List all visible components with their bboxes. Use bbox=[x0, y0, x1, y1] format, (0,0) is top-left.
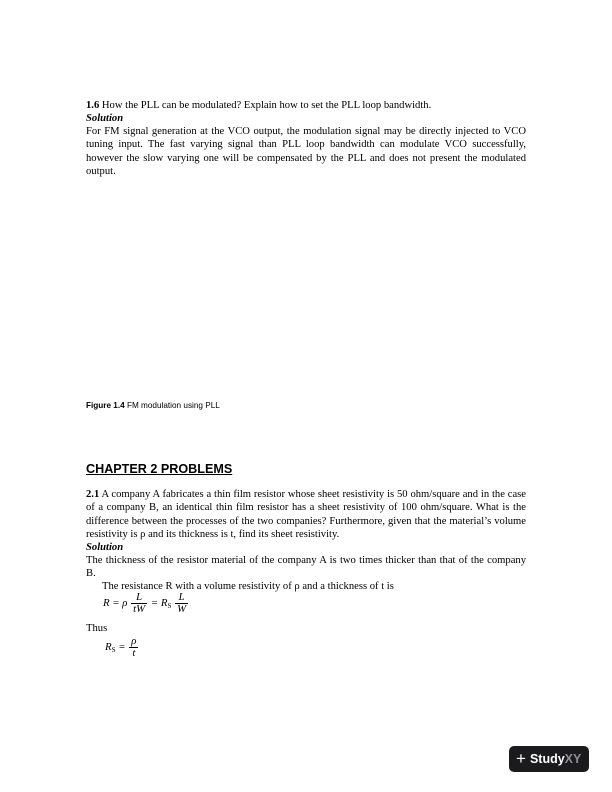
eq2-fraction bbox=[129, 636, 138, 659]
question-text: How the PLL can be modulated? Explain how to set the PLL loop bandwidth. bbox=[99, 100, 432, 111]
figure-caption bbox=[86, 401, 220, 410]
eq2-lhs-subscript: S bbox=[111, 645, 116, 654]
studyxy-logo bbox=[509, 746, 589, 772]
question-text: A company A fabricates a thin film resistor whose sheet resistivity is 50 ohm/square and in the case of a company B, an identical thin film resistor has a sheet resistivity of 100 ohm/square. What is the difference between the processes of the two companies? Furthermore, given that the material’s volume resistivity is ρ and its thickness is t, find its sheet resistivity. bbox=[86, 489, 526, 541]
question-number: 1.6 bbox=[86, 100, 100, 111]
solution-text-2: The resistance R with a volume resistivity of ρ and a thickness of t is bbox=[102, 581, 394, 592]
eq1-f2-denominator: W bbox=[177, 603, 187, 615]
solution-text-1: The thickness of the resistor material of the company A is two times thicker than that of the company B. bbox=[86, 555, 526, 580]
question-1-6 bbox=[86, 99, 526, 112]
figure-caption-text: FM modulation using PLL bbox=[124, 401, 220, 410]
eq1-lhs: R = ρ bbox=[103, 596, 128, 609]
question-2-1 bbox=[86, 488, 526, 542]
solution-label: Solution bbox=[86, 113, 124, 124]
eq1-mid: = R bbox=[150, 596, 168, 609]
brand-main: Study bbox=[529, 752, 565, 766]
question-number: 2.1 bbox=[86, 489, 100, 500]
eq2-denominator: t bbox=[132, 647, 136, 659]
eq1-fraction-2 bbox=[175, 592, 188, 615]
eq1-f2-numerator: L bbox=[175, 592, 188, 604]
equation-resistance bbox=[103, 592, 189, 615]
chapter-heading: CHAPTER 2 PROBLEMS bbox=[86, 462, 233, 476]
solution-text: For FM signal generation at the VCO output, the modulation signal may be directly injected to VCO tuning input. The fast varying signal than PLL loop bandwidth can modulate VCO successfully, however the slow varying one will be compensated by the PLL and does not present the modulated output. bbox=[86, 126, 526, 178]
brand-accent: XY bbox=[564, 752, 582, 766]
eq2-lhs: R bbox=[105, 640, 112, 653]
eq2-equals: = bbox=[118, 640, 126, 653]
plus-icon: + bbox=[516, 749, 526, 768]
figure-label: Figure 1.4 bbox=[86, 401, 125, 410]
eq2-numerator: ρ bbox=[131, 635, 137, 647]
thus-text: Thus bbox=[86, 623, 108, 634]
eq1-f1-denominator: tW bbox=[133, 603, 146, 615]
equation-sheet-resistivity bbox=[105, 636, 139, 659]
eq1-mid-subscript: S bbox=[167, 601, 172, 610]
solution-label: Solution bbox=[86, 542, 124, 553]
eq1-f1-numerator: L bbox=[131, 592, 147, 604]
eq1-fraction-1 bbox=[131, 592, 147, 615]
